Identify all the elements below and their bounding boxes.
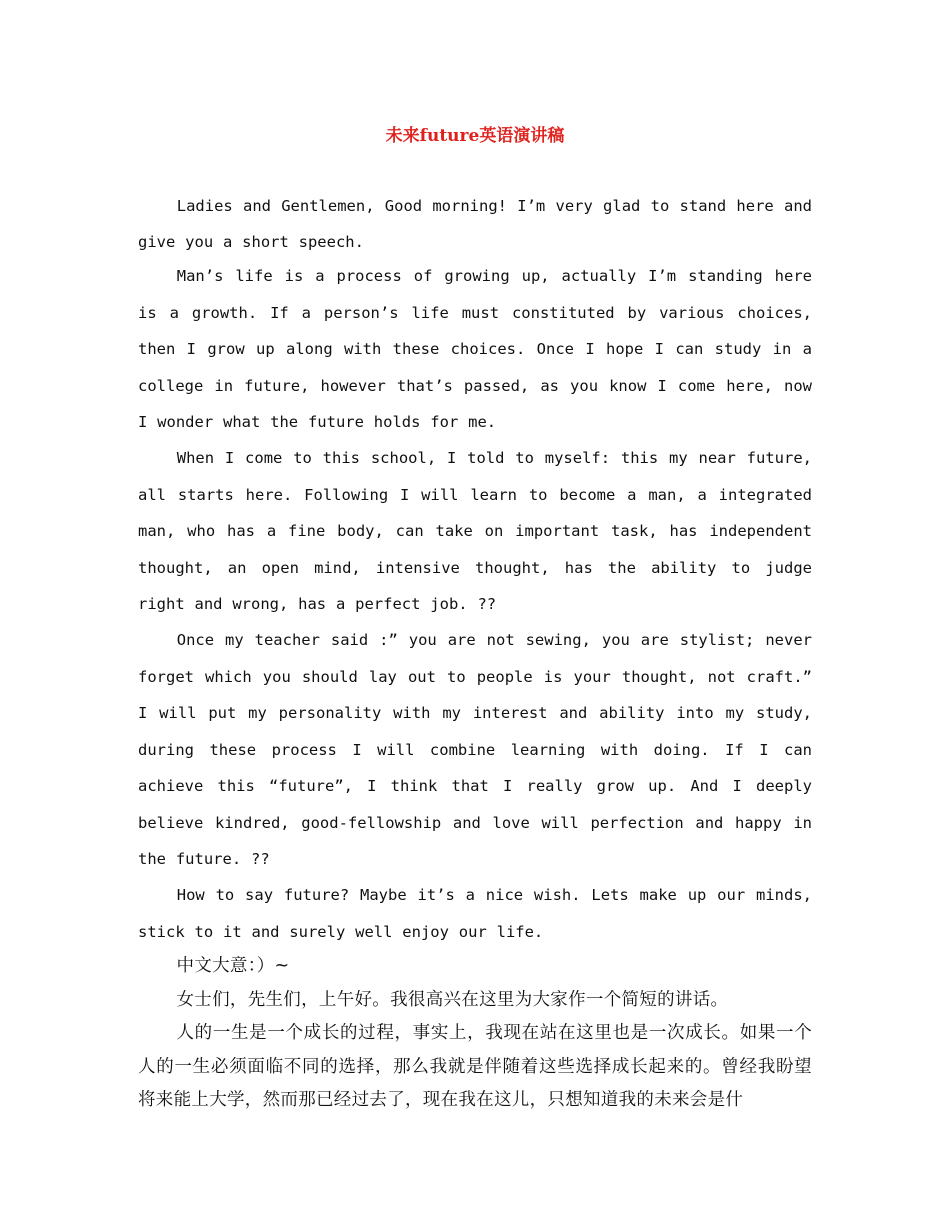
paragraph-growing-up: Man’s life is a process of growing up, actually I’m standing here is a growth. If a person’s life must constituted by various choices, then I grow up along with these choices. Once I hope I can study in a college in future, however that’s passed, as you know I come here, now I wonder what the future holds for me. <box>138 267 812 432</box>
document-body <box>138 188 812 1118</box>
paragraph-teacher: Once my teacher said :” you are not sewing, you are stylist; never forget which you should lay out to people is your thought, not craft.” I will put my personality with my interest and ability into my study, during these process I will combine learning with doing. If I can achieve this “future”, I think that I really grow up. And I deeply believe kindred, good-fellowship and love will perfection and happy in the future. ?? <box>138 631 812 868</box>
document-title: 未来future英语演讲稿 <box>385 126 565 146</box>
paragraph-greeting: Ladies and Gentlemen, Good morning! I’m very glad to stand here and give you a short speech. <box>138 197 812 252</box>
chinese-paragraph-growing-up: 人的一生是一个成长的过程，事实上，我现在站在这里也是一次成长。如果一个人的一生必须面临不同的选择，那么我就是伴随着这些选择成长起来的。曾经我盼望将来能上大学，然而那已经过去了，现在我在这儿，只想知道我的未来会是什 <box>138 1023 812 1111</box>
paragraph-school: When I come to this school, I told to myself: this my near future, all starts here. Following I will learn to become a man, a integrated man, who has a fine body, can take on important task, has independent thought, an open mind, intensive thought, has the ability to judge right and wrong, has a perfect job. ?? <box>138 449 812 614</box>
paragraph-wish: How to say future? Maybe it’s a nice wish. Lets make up our minds, stick to it and surely well enjoy our life. <box>138 886 812 941</box>
chinese-paragraph-greeting: 女士们，先生们，上午好。我很高兴在这里为大家作一个简短的讲话。 <box>176 989 729 1010</box>
chinese-heading: 中文大意：）~ <box>176 956 290 977</box>
